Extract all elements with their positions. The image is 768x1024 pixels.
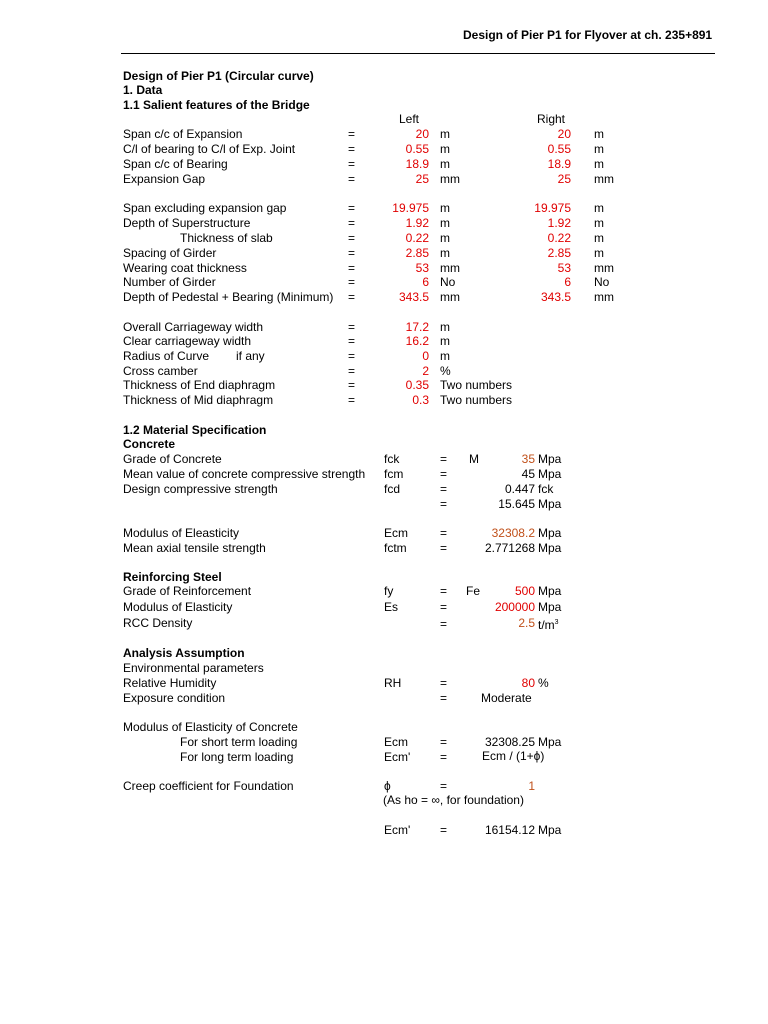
feature-left-value: 2.85 (405, 246, 429, 260)
feature-label: Overall Carriageway width (123, 320, 264, 334)
concrete-heading: Concrete (123, 437, 176, 451)
creep-eq: = (440, 779, 448, 793)
feature-right-unit: mm (594, 261, 614, 275)
ecm-label: Modulus of Eleasticity (123, 526, 240, 540)
feature-left-value: 0.3 (412, 393, 429, 407)
feature-label: Span excluding expansion gap (123, 201, 287, 215)
column-right-header: Right (537, 112, 566, 126)
feature-right-value: 1.92 (547, 216, 571, 230)
creep-value: 1 (528, 779, 535, 793)
feature-right-value: 20 (557, 127, 571, 141)
feature-eq: = (348, 393, 356, 407)
fcd2-value: 15.645 (498, 497, 535, 511)
feature-left-unit: mm (440, 261, 460, 275)
feature-eq: = (348, 157, 356, 171)
rh-unit: % (538, 676, 549, 690)
feature-eq: = (348, 261, 356, 275)
feature-label: Wearing coat thickness (123, 261, 247, 275)
feature-label: Thickness of End diaphragm (123, 378, 276, 392)
density-unit (538, 616, 559, 632)
ecm-symbol: Ecm (384, 526, 408, 540)
feature-left-value: 0 (422, 349, 429, 363)
feature-left-value: 18.9 (405, 157, 429, 171)
feature-label: Radius of Curve (123, 349, 210, 363)
feature-left-value: 6 (422, 275, 429, 289)
feature-label: Span c/c of Expansion (123, 127, 243, 141)
grade-concrete-label: Grade of Concrete (123, 452, 222, 466)
grade-steel-value: 500 (514, 584, 535, 598)
fcd-unit: fck (538, 482, 554, 496)
fcd-symbol: fcd (384, 482, 401, 496)
feature-eq: = (348, 201, 356, 215)
density-label: RCC Density (123, 616, 193, 630)
section-salient-features: 1.1 Salient features of the Bridge (123, 98, 310, 112)
feature-left-value: 20 (415, 127, 429, 141)
feature-left-value: 19.975 (392, 201, 429, 215)
feature-right-unit: mm (594, 290, 614, 304)
feature-left-unit: No (440, 275, 456, 289)
grade-steel-label: Grade of Reinforcement (123, 584, 252, 598)
exposure-eq: = (440, 691, 448, 705)
feature-eq: = (348, 231, 356, 245)
creep-label: Creep coefficient for Foundation (123, 779, 294, 793)
feature-right-unit: m (594, 157, 604, 171)
feature-eq: = (348, 378, 356, 392)
feature-right-value: 2.85 (547, 246, 571, 260)
feature-left-value: 0.22 (405, 231, 429, 245)
grade-steel-eq: = (440, 584, 448, 598)
feature-label: Depth of Superstructure (123, 216, 251, 230)
grade-concrete-unit: Mpa (538, 452, 562, 466)
feature-eq: = (348, 246, 356, 260)
long-term-label: For long term loading (180, 750, 294, 764)
env-parameters-label: Environmental parameters (123, 661, 264, 675)
feature-eq: = (348, 334, 356, 348)
fctm-label: Mean axial tensile strength (123, 541, 266, 555)
feature-right-value: 0.22 (547, 231, 571, 245)
grade-concrete-prefix: M (469, 452, 479, 466)
fctm-symbol: fctm (384, 541, 407, 555)
feature-left-value: 25 (415, 172, 429, 186)
short-term-symbol: Ecm (384, 735, 408, 749)
feature-right-value: 18.9 (547, 157, 571, 171)
feature-label: Thickness of slab (180, 231, 273, 245)
feature-left-unit: m (440, 231, 450, 245)
feature-right-unit: m (594, 201, 604, 215)
feature-right-value: 53 (557, 261, 571, 275)
density-unit-exponent: 3 (554, 619, 559, 626)
grade-concrete-symbol: fck (384, 452, 400, 466)
es-symbol: Es (384, 600, 399, 614)
short-term-label: For short term loading (180, 735, 298, 749)
rh-label: Relative Humidity (123, 676, 217, 690)
section-data: 1. Data (123, 83, 163, 97)
feature-left-unit: m (440, 201, 450, 215)
feature-left-unit: Two numbers (440, 393, 513, 407)
creep-symbol: ϕ (384, 779, 391, 793)
feature-eq: = (348, 320, 356, 334)
feature-eq: = (348, 127, 356, 141)
feature-eq: = (348, 290, 356, 304)
feature-left-unit: m (440, 334, 450, 348)
feature-label: Cross camber (123, 364, 198, 378)
feature-right-unit: No (594, 275, 610, 289)
doc-title: Design of Pier P1 (Circular curve) (123, 69, 314, 83)
ecm-long-eq: = (440, 823, 448, 837)
feature-left-unit: m (440, 157, 450, 171)
feature-left-unit: m (440, 246, 450, 260)
feature-eq: = (348, 349, 356, 363)
ecm-unit: Mpa (538, 526, 562, 540)
feature-left-unit: m (440, 127, 450, 141)
feature-eq: = (348, 172, 356, 186)
es-value: 200000 (494, 600, 535, 614)
feature-left-unit: m (440, 349, 450, 363)
column-left-header: Left (399, 112, 420, 126)
steel-heading: Reinforcing Steel (123, 570, 222, 584)
exposure-value: Moderate (481, 691, 532, 705)
feature-right-unit: mm (594, 172, 614, 186)
feature-label: Span c/c of Bearing (123, 157, 228, 171)
feature-left-value: 53 (415, 261, 429, 275)
header-title: Design of Pier P1 for Flyover at ch. 235+891 (463, 28, 713, 42)
feature-left-value: 1.92 (405, 216, 429, 230)
fcm-unit: Mpa (538, 467, 562, 481)
feature-label: C/l of bearing to C/l of Exp. Joint (123, 142, 296, 156)
feature-right-unit: m (594, 231, 604, 245)
feature-right-unit: m (594, 216, 604, 230)
ecm-long-unit: Mpa (538, 823, 562, 837)
ecm-value: 32308.2 (491, 526, 535, 540)
es-label: Modulus of Elasticity (123, 600, 233, 614)
grade-concrete-eq: = (440, 452, 448, 466)
feature-label: Number of Girder (123, 275, 216, 289)
short-term-value: 32308.25 (484, 735, 535, 749)
feature-left-value: 0.35 (405, 378, 429, 392)
grade-concrete-value: 35 (521, 452, 535, 466)
fcd-eq: = (440, 482, 448, 496)
feature-left-value: 17.2 (405, 320, 429, 334)
creep-note: (As ho = ∞, for foundation) (383, 793, 524, 807)
fcm-value: 45 (521, 467, 535, 481)
long-term-eq: = (440, 750, 448, 764)
fcd-value: 0.447 (504, 482, 535, 496)
ecm-long-value: 16154.12 (484, 823, 535, 837)
feature-left-unit: mm (440, 172, 460, 186)
feature-left-value: 0.55 (405, 142, 429, 156)
ecm-long-symbol: Ecm' (384, 823, 411, 837)
feature-eq: = (348, 364, 356, 378)
feature-left-unit: Two numbers (440, 378, 513, 392)
feature-label: Spacing of Girder (123, 246, 217, 260)
fcd2-eq: = (440, 497, 448, 511)
density-eq: = (440, 617, 448, 631)
feature-label-note: if any (236, 349, 265, 363)
feature-right-value: 19.975 (534, 201, 571, 215)
feature-left-unit: % (440, 364, 451, 378)
fcm-eq: = (440, 467, 448, 481)
grade-steel-prefix: Fe (466, 584, 481, 598)
material-heading: 1.2 Material Specification (123, 423, 267, 437)
exposure-label: Exposure condition (123, 691, 226, 705)
feature-label: Expansion Gap (123, 172, 206, 186)
feature-eq: = (348, 216, 356, 230)
short-term-unit: Mpa (538, 735, 562, 749)
feature-label: Thickness of Mid diaphragm (123, 393, 274, 407)
fcd-label: Design compressive strength (123, 482, 278, 496)
fcm-symbol: fcm (384, 467, 404, 481)
long-term-formula: Ecm / (1+ϕ) (482, 749, 545, 763)
analysis-heading: Analysis Assumption (123, 646, 245, 660)
fctm-value: 2.771268 (484, 541, 535, 555)
feature-left-unit: m (440, 320, 450, 334)
feature-left-value: 16.2 (405, 334, 429, 348)
feature-right-value: 25 (557, 172, 571, 186)
fctm-eq: = (440, 541, 448, 555)
short-term-eq: = (440, 735, 448, 749)
feature-right-unit: m (594, 127, 604, 141)
header-rule (121, 53, 715, 54)
es-eq: = (440, 600, 448, 614)
fcm-label: Mean value of concrete compressive strength (123, 467, 366, 481)
long-term-symbol: Ecm' (384, 750, 411, 764)
feature-label: Clear carriageway width (123, 334, 252, 348)
feature-eq: = (348, 142, 356, 156)
es-unit: Mpa (538, 600, 562, 614)
feature-right-value: 0.55 (547, 142, 571, 156)
rh-symbol: RH (384, 676, 402, 690)
modulus-concrete-heading: Modulus of Elasticity of Concrete (123, 720, 298, 734)
feature-right-value: 6 (564, 275, 571, 289)
feature-left-unit: m (440, 216, 450, 230)
feature-left-unit: m (440, 142, 450, 156)
feature-label: Depth of Pedestal + Bearing (Minimum) (123, 290, 334, 304)
density-unit-base: t/m (538, 618, 555, 632)
fcd2-unit: Mpa (538, 497, 562, 511)
density-value: 2.5 (518, 616, 535, 630)
feature-left-value: 2 (422, 364, 429, 378)
rh-eq: = (440, 676, 448, 690)
rh-value: 80 (521, 676, 535, 690)
grade-steel-unit: Mpa (538, 584, 562, 598)
feature-right-value: 343.5 (540, 290, 571, 304)
feature-right-unit: m (594, 142, 604, 156)
feature-left-value: 343.5 (398, 290, 429, 304)
grade-steel-symbol: fy (384, 584, 394, 598)
feature-eq: = (348, 275, 356, 289)
ecm-eq: = (440, 526, 448, 540)
feature-left-unit: mm (440, 290, 460, 304)
fctm-unit: Mpa (538, 541, 562, 555)
feature-right-unit: m (594, 246, 604, 260)
